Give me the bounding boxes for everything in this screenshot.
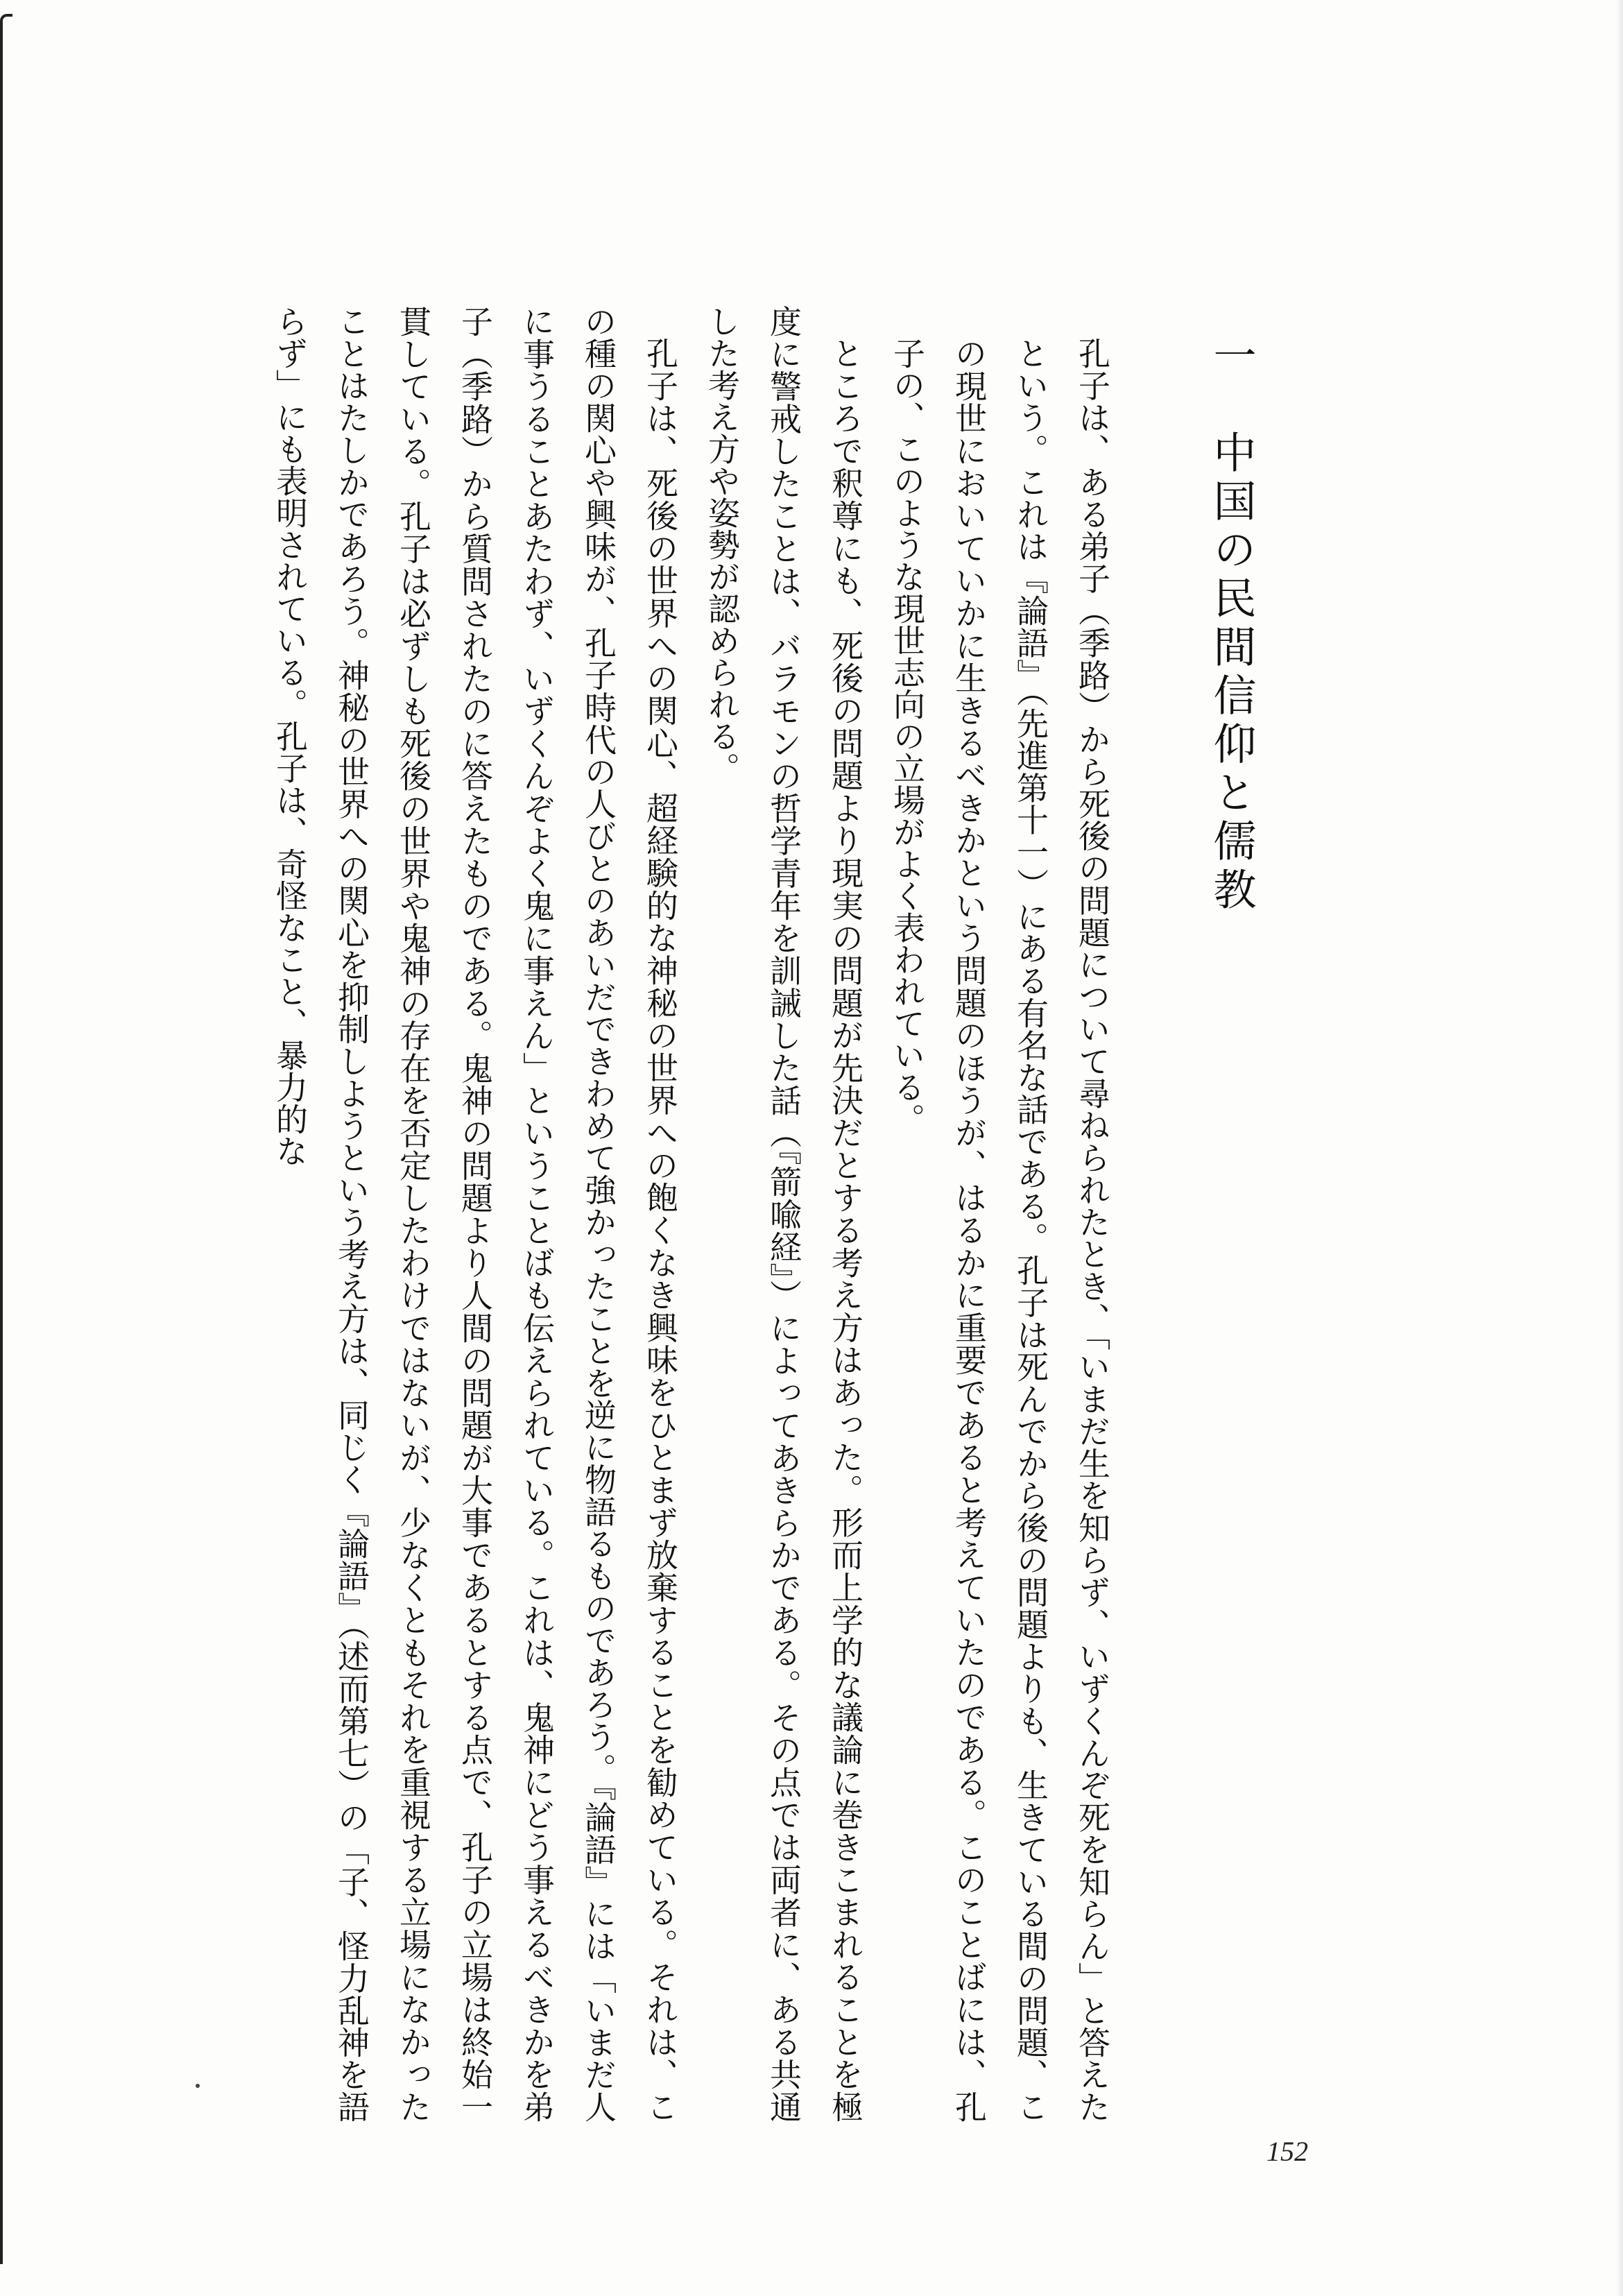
page-edge-shadow	[1616, 0, 1623, 2296]
paragraph-2: ところで釈尊にも、死後の問題より現実の問題が先決だとする考え方はあった。形而上学的な議論に巻きこまれることを極度に警戒したことは、バラモンの哲学青年を訓誡した話（『箭喩経』）によってあきらかである。その点では両者に、ある共通した考え方や姿勢が認められる。	[703, 305, 864, 2123]
page-number: 152	[1266, 2136, 1308, 2167]
paragraph-1: 孔子は、ある弟子（季路）から死後の問題について尋ねられたとき、「いまだ生を知らず、いずくんぞ死を知らん」と答えたという。これは『論語』（先進第十一）にある有名な話である。孔子は死んでから後の問題よりも、生きている間の問題、この現世においていかに生きるべきかという問題のほうが、はるかに重要であると考えていたのである。このことばには、孔子の、このような現世志向の立場がよく表われている。	[888, 337, 1111, 2123]
scan-speck	[196, 2084, 200, 2088]
paragraph-3: 孔子は、死後の世界への関心、超経験的な神秘の世界への飽くなき興味をひとまず放棄することを勧めている。それは、この種の関心や興味が、孔子時代の人びとのあいだできわめて強かったことを逆に物語るものであろう。『論語』には「いまだ人に事うることあたわず、いずくんぞよく鬼に事えん」ということばも伝えられている。これは、鬼神にどう事えるべきかを弟子（季路）から質問されたのに答えたものである。鬼神の問題より人間の問題が大事であるとする点で、孔子の立場は終始一貫している。孔子は必ずしも死後の世界や鬼神の存在を否定したわけではないが、少なくともそれを重視する立場になかったことはたしかであろう。神秘の世界への関心を抑制しようという考え方は、同じく『論語』（述而第七）の「子、怪力乱神を語らず」にも表明されている。孔子は、奇怪なこと、暴力的な	[271, 305, 679, 2123]
page-binding-edge	[0, 14, 12, 2264]
chapter-title: 一 中国の民間信仰と儒教	[1206, 333, 1257, 916]
vertical-text-block	[259, 305, 1262, 2123]
